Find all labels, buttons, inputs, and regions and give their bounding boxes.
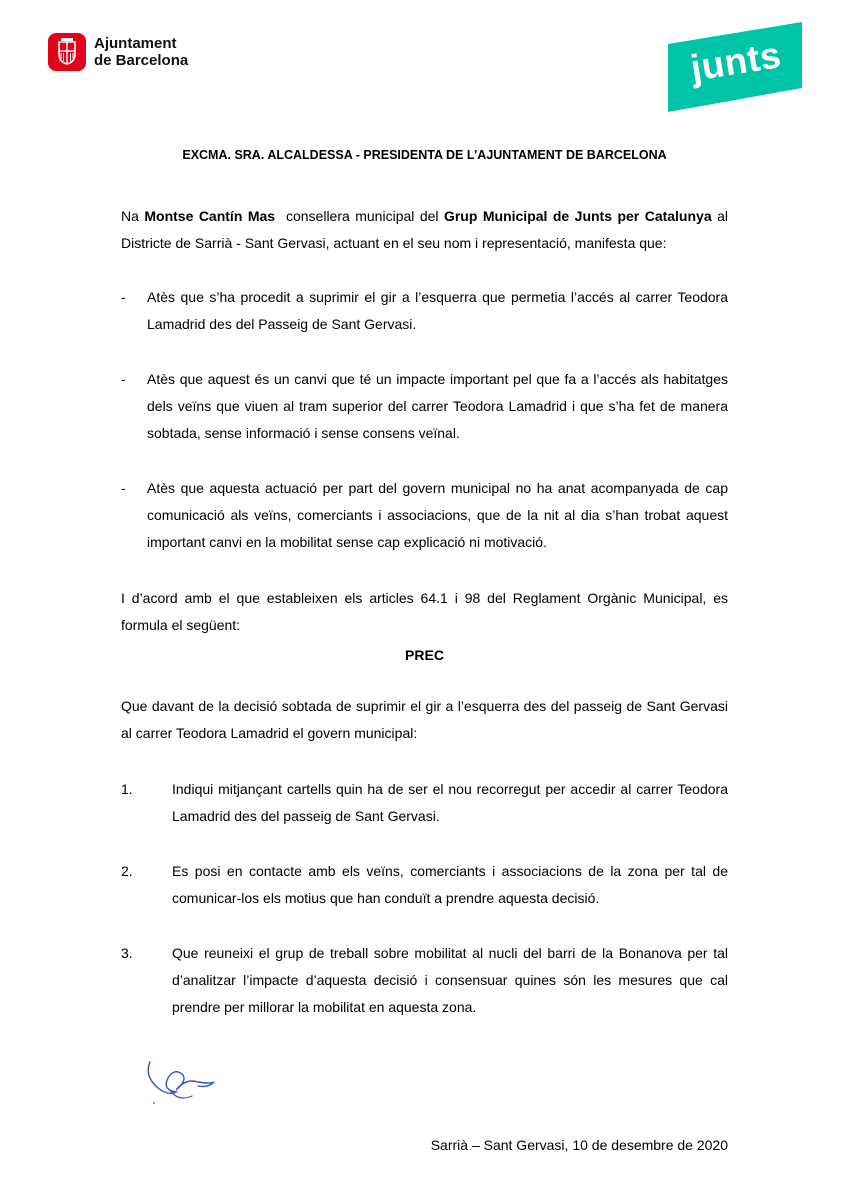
councillor-name: Montse Cantín Mas [144, 208, 276, 224]
intro-text-1: Na [121, 208, 145, 224]
request-number: 1. [121, 781, 133, 797]
bullet-item: Atès que aquesta actuació per part del govern municipal no ha anat acompanyada de cap comunicació als veïns, comerciants i associacions, que de la nit al dia s’han trobat aquest important canvi en la mobilitat sense cap explicació ni motivació. [147, 480, 728, 550]
bullet-item: Atès que aquest és un canvi que té un impacte important pel que fa a l’accés als habitatges dels veïns que viuen al tram superior del carrer Teodora Lamadrid i que s’ha fet de manera sobtada, sense informació i sense consens veïnal. [147, 371, 728, 441]
request-item: Es posi en contacte amb els veïns, comerciants i associacions de la zona per tal de comunicar-los els motius que han conduït a prendre aquesta decisió. [172, 863, 728, 906]
request-number: 2. [121, 863, 133, 879]
group-name: Grup Municipal de Junts per Catalunya [443, 208, 712, 224]
agreement-paragraph: I d’acord amb el que estableixen els articles 64.1 i 98 del Reglament Orgànic Municipal, es formula el següent: [121, 590, 728, 633]
bullet-dash: - [121, 371, 126, 387]
handwritten-signature-icon [140, 1050, 230, 1110]
intro-paragraph [121, 203, 728, 257]
bullet-dash: - [121, 480, 126, 496]
intro-text-2: consellera municipal del [275, 208, 444, 224]
barcelona-coat-of-arms-icon [48, 33, 86, 71]
intro-text-3: al Districte de Sarrià - Sant Gervasi, actuant en el seu nom i representació, manifesta que: [121, 208, 728, 251]
ajuntament-logo [48, 33, 188, 71]
prec-heading: PREC [405, 647, 444, 663]
bullet-dash: - [121, 289, 126, 305]
request-number: 3. [121, 945, 133, 961]
request-item: Indiqui mitjançant cartells quin ha de ser el nou recorregut per accedir al carrer Teodora Lamadrid des del passeig de Sant Gervasi. [172, 781, 728, 824]
place-and-date: Sarrià – Sant Gervasi, 10 de desembre de 2020 [430, 1137, 728, 1153]
ajuntament-logo-line1: Ajuntament [94, 35, 177, 52]
request-intro-paragraph: Que davant de la decisió sobtada de suprimir el gir a l’esquerra des del passeig de Sant Gervasi al carrer Teodora Lamadrid el govern municipal: [121, 698, 728, 741]
junts-logo-text: junts [687, 34, 785, 89]
ajuntament-logo-line2: de Barcelona [94, 52, 189, 69]
addressee-title: EXCMA. SRA. ALCALDESSA - PRESIDENTA DE L’AJUNTAMENT DE BARCELONA [182, 148, 667, 162]
request-item: Que reuneixi el grup de treball sobre mobilitat al nucli del barri de la Bonanova per tal d’analitzar l’impacte d’aquesta decisió i consensuar quines són les mesures que cal prendre per millorar la mobilitat en aquesta zona. [172, 945, 728, 1015]
bullet-item: Atès que s’ha procedit a suprimir el gir a l’esquerra que permetia l’accés al carrer Teodora Lamadrid des del Passeig de Sant Gervasi. [147, 289, 728, 332]
